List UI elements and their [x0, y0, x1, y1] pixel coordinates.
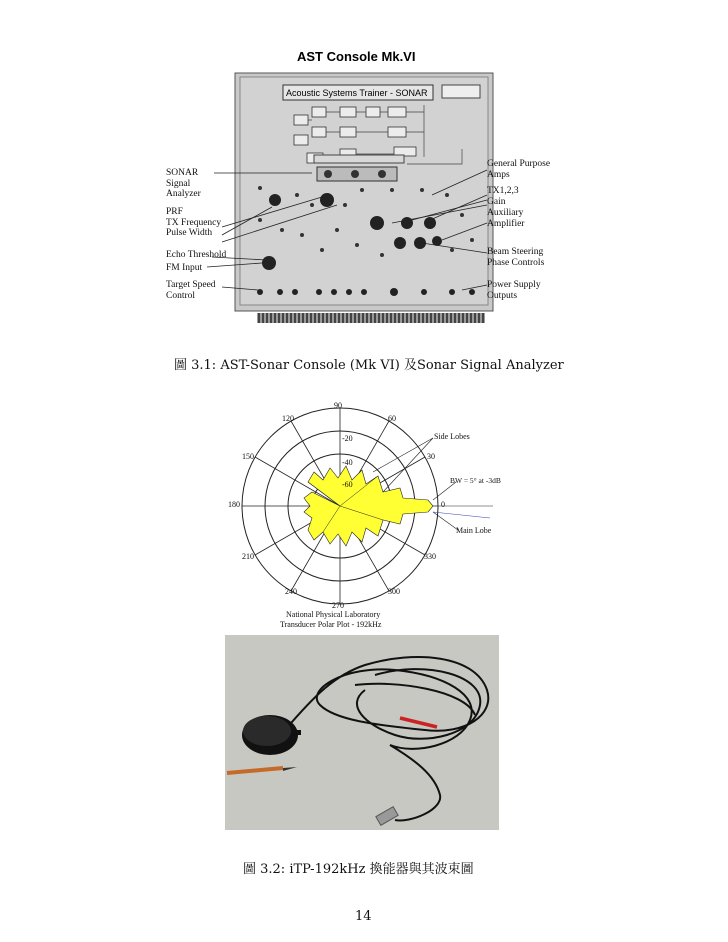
angle-label-60: 60: [388, 414, 396, 423]
ast-console-figure: [162, 45, 572, 325]
radial-label-20: -20: [342, 434, 353, 443]
radial-label-40: -40: [342, 458, 353, 467]
polar-plot-figure: [228, 400, 501, 632]
angle-label-120: 120: [282, 414, 294, 423]
angle-label-90: 90: [334, 401, 342, 410]
angle-label-180: 180: [228, 500, 240, 509]
label-sonar-signal-analyzer: SONAR Signal Analyzer: [166, 168, 201, 199]
plot-credit-line1: National Physical Laboratory: [286, 610, 381, 619]
transducer-photo-image: [225, 635, 499, 830]
angle-label-0: 0: [441, 500, 445, 509]
angle-label-330: 330: [424, 552, 436, 561]
page-number: 14: [355, 909, 372, 924]
label-fm-input: FM Input: [166, 263, 203, 273]
console-panel-title: Acoustic Systems Trainer - SONAR: [286, 88, 428, 98]
beam-pattern-fill: [304, 466, 433, 546]
angle-label-300: 300: [388, 587, 400, 596]
label-beam-steering: Beam Steering Phase Controls: [487, 247, 545, 268]
angle-label-30: 30: [427, 452, 435, 461]
radial-label-60: -60: [342, 480, 353, 489]
annotation-side-lobes: Side Lobes: [434, 432, 470, 441]
transducer-photo: [225, 635, 499, 830]
angle-label-210: 210: [242, 552, 254, 561]
annotation-main-lobe: Main Lobe: [456, 526, 492, 535]
label-echo-threshold: Echo Threshold: [166, 250, 227, 260]
figure1-caption: 圖 3.1: AST-Sonar Console (Mk VI) 及Sonar Signal Analyzer: [174, 358, 564, 373]
label-prf: PRF TX Frequency Pulse Width: [166, 207, 222, 238]
label-auxiliary-amplifier: Auxiliary Amplifier: [487, 208, 525, 229]
plot-credit-line2: Transducer Polar Plot - 192kHz: [280, 620, 382, 629]
label-target-speed: Target Speed Control: [166, 280, 216, 301]
label-general-purpose-amps: General Purpose Amps: [487, 159, 551, 180]
label-power-supply: Power Supply Outputs: [487, 280, 541, 301]
annotation-beamwidth: BW = 5° at -3dB: [450, 476, 501, 485]
label-tx-gain: TX1,2,3 Gain: [487, 186, 519, 207]
angle-label-240: 240: [285, 587, 297, 596]
console-title: AST Console Mk.VI: [297, 49, 416, 64]
angle-label-270: 270: [332, 601, 344, 610]
angle-label-150: 150: [242, 452, 254, 461]
figure2-caption: 圖 3.2: iTP-192kHz 換能器與其波束圖: [243, 862, 474, 877]
